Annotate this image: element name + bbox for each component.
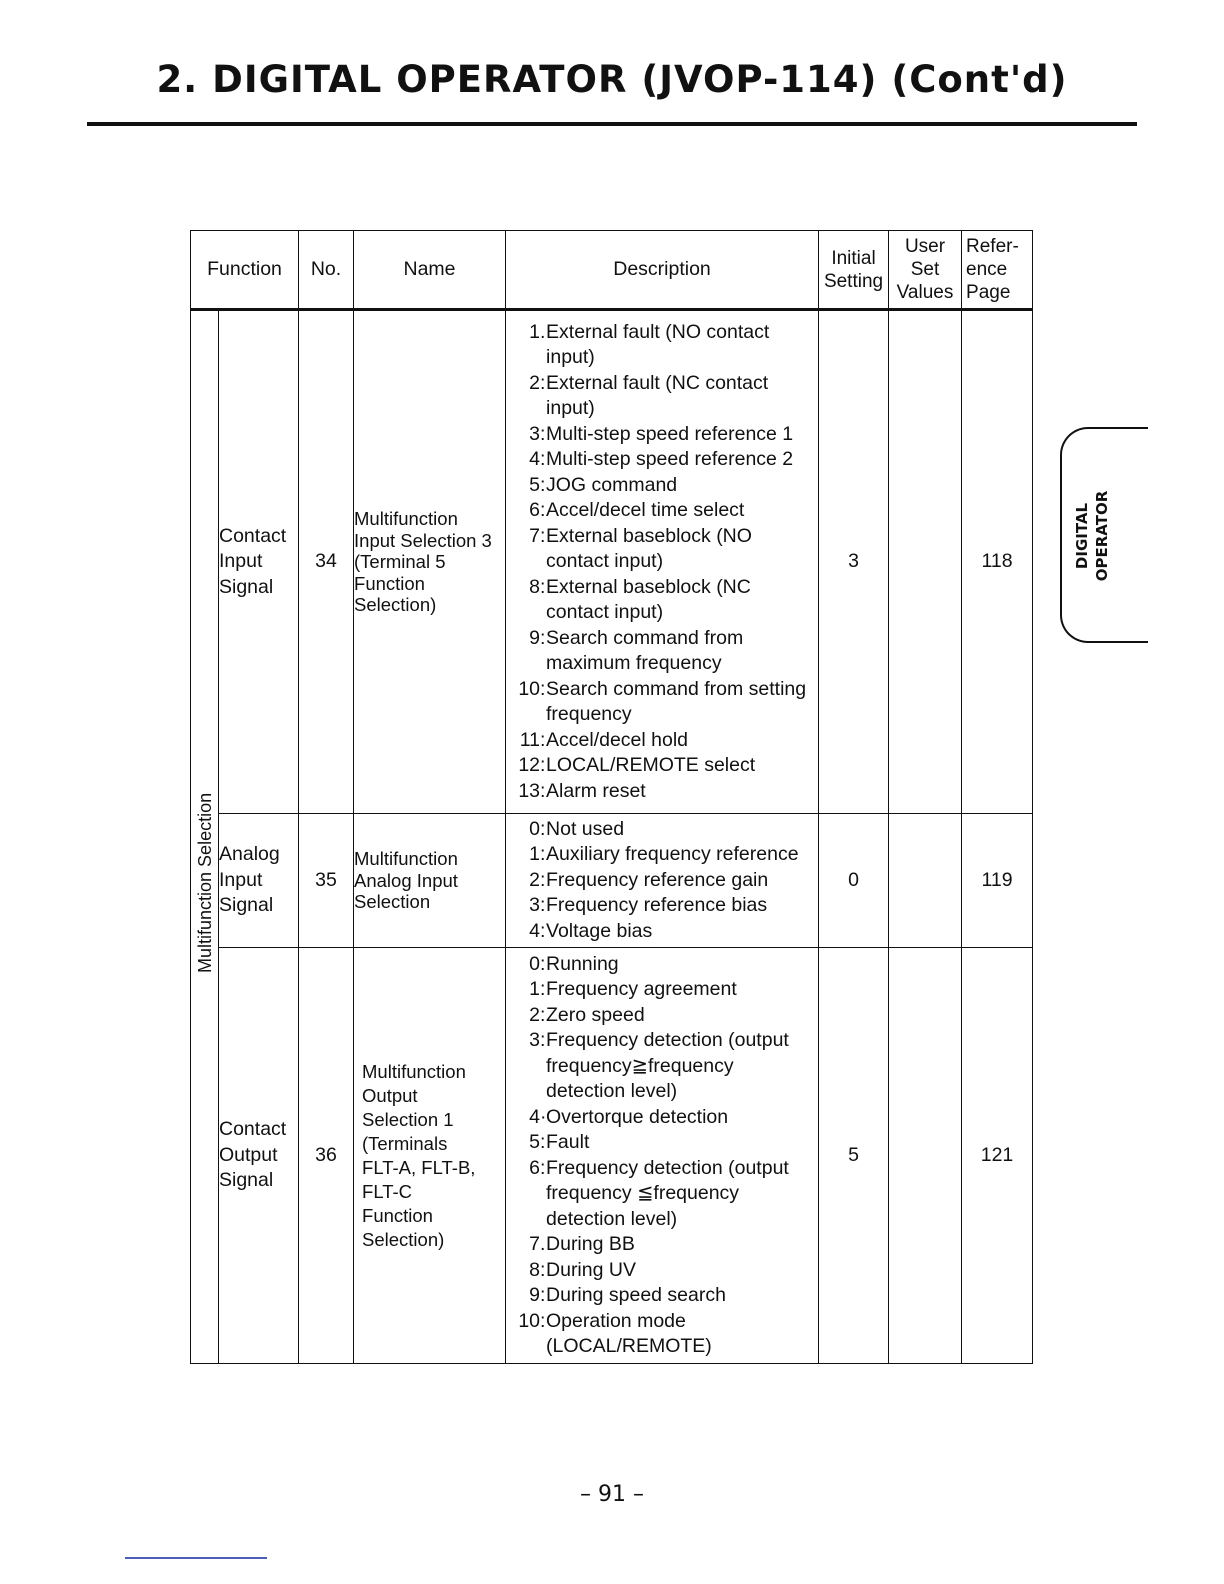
description-item bbox=[506, 753, 818, 779]
option-separator: : bbox=[540, 1156, 546, 1179]
name-line: Function bbox=[362, 1204, 433, 1226]
name-line: Output bbox=[362, 1084, 418, 1106]
section-tab-line: OPERATOR bbox=[1093, 490, 1111, 582]
description-cell bbox=[506, 814, 819, 948]
header-ref-line1: Refer- bbox=[966, 236, 1019, 257]
option-separator: : bbox=[540, 1258, 546, 1281]
user-set-value[interactable] bbox=[889, 310, 962, 814]
name-line: Selection) bbox=[354, 594, 437, 616]
option-separator: : bbox=[540, 371, 546, 394]
header-user-line1: User bbox=[904, 236, 946, 257]
header-user-line3: Values bbox=[896, 282, 954, 303]
header-initial-line1: Initial bbox=[831, 247, 876, 269]
option-code: 2 bbox=[529, 371, 541, 394]
description-item bbox=[506, 422, 818, 448]
option-text: External fault (NC contact input) bbox=[546, 371, 769, 420]
table-row bbox=[191, 310, 1033, 814]
option-separator: : bbox=[540, 868, 546, 891]
option-separator: . bbox=[540, 320, 546, 343]
group-label: Multifunction Selection bbox=[195, 792, 215, 973]
option-code: 4 bbox=[529, 448, 541, 471]
option-text: External baseblock (NC contact input) bbox=[546, 575, 751, 624]
function-cell bbox=[219, 310, 299, 814]
name-line: Input Selection 3 bbox=[354, 529, 492, 551]
option-code: 6 bbox=[529, 499, 541, 522]
option-text: Frequency reference bias bbox=[546, 894, 768, 917]
header-initial-line2: Setting bbox=[823, 270, 884, 292]
parameter-table bbox=[190, 230, 1033, 1364]
option-code: 11 bbox=[519, 728, 541, 751]
header-function: Function bbox=[191, 231, 299, 310]
option-separator: : bbox=[540, 422, 546, 445]
header-name: Name bbox=[354, 231, 506, 310]
name-line: (Terminal 5 bbox=[354, 551, 446, 573]
description-item bbox=[506, 893, 818, 919]
description-item bbox=[506, 473, 818, 499]
option-separator: . bbox=[540, 1233, 546, 1255]
description-item bbox=[506, 371, 818, 422]
option-code: 7 bbox=[529, 1233, 541, 1255]
option-text: Overtorque detection bbox=[546, 1105, 729, 1128]
option-code: 4 bbox=[529, 919, 541, 942]
header-ref-line3: Page bbox=[966, 282, 1011, 303]
header-user-line2: Set bbox=[910, 259, 940, 280]
table-row bbox=[191, 814, 1033, 948]
option-separator: : bbox=[540, 524, 546, 547]
name-line: Multifunction bbox=[354, 508, 458, 530]
description-item bbox=[506, 919, 818, 945]
option-text: LOCAL/REMOTE select bbox=[546, 754, 756, 777]
description-item bbox=[506, 575, 818, 626]
function-line: Signal bbox=[219, 894, 274, 917]
description-item bbox=[506, 1003, 818, 1029]
description-item bbox=[506, 320, 818, 371]
option-separator: : bbox=[540, 978, 546, 1000]
description-item bbox=[506, 817, 818, 843]
option-text: Zero speed bbox=[546, 1003, 645, 1026]
option-text: Search command from setting frequency bbox=[546, 677, 807, 726]
option-separator: : bbox=[540, 894, 546, 917]
option-code: 2 bbox=[529, 1003, 541, 1026]
description-item bbox=[506, 1232, 818, 1258]
option-separator: : bbox=[540, 1284, 546, 1306]
option-text: Alarm reset bbox=[546, 779, 646, 802]
option-text: Frequency detection (output frequency ≦frequency detection level) bbox=[546, 1156, 789, 1230]
option-code: 8 bbox=[529, 1258, 541, 1281]
option-separator: : bbox=[540, 1029, 546, 1051]
option-separator: · bbox=[540, 1105, 547, 1128]
initial-setting: 0 bbox=[819, 814, 889, 948]
option-code: 1 bbox=[529, 320, 541, 343]
option-code: 1 bbox=[529, 843, 541, 866]
option-separator: : bbox=[540, 728, 546, 751]
user-set-value[interactable] bbox=[889, 948, 962, 1364]
option-separator: : bbox=[540, 677, 546, 700]
name-line: Multifunction bbox=[354, 848, 458, 870]
option-text: Auxiliary frequency reference bbox=[546, 843, 799, 866]
option-code: 7 bbox=[529, 524, 541, 547]
option-separator: : bbox=[540, 817, 546, 840]
name-line: Function bbox=[354, 572, 425, 594]
name-line: (Terminals bbox=[362, 1132, 448, 1154]
description-item bbox=[506, 1258, 818, 1284]
option-separator: : bbox=[540, 919, 546, 942]
description-item bbox=[506, 447, 818, 473]
option-text: Not used bbox=[546, 817, 625, 840]
reference-page: 118 bbox=[962, 310, 1033, 814]
option-text: JOG command bbox=[546, 473, 678, 496]
description-item bbox=[506, 626, 818, 677]
option-text: Frequency detection (output frequency≧frequency detection level) bbox=[546, 1029, 789, 1102]
footer-divider bbox=[125, 1557, 267, 1559]
option-text: External fault (NO contact input) bbox=[546, 320, 770, 369]
parameter-name bbox=[354, 948, 506, 1364]
option-separator: : bbox=[540, 1309, 546, 1332]
function-line: Signal bbox=[219, 1169, 274, 1192]
option-text: Running bbox=[546, 952, 619, 975]
function-line: Signal bbox=[219, 575, 274, 598]
option-separator: : bbox=[540, 952, 546, 975]
option-separator: : bbox=[540, 779, 546, 802]
option-code: 3 bbox=[529, 894, 541, 917]
function-cell bbox=[219, 948, 299, 1364]
name-line: FLT-A, FLT-B, bbox=[362, 1156, 476, 1178]
description-item bbox=[506, 1028, 818, 1105]
description-item bbox=[506, 977, 818, 1003]
option-code: 0 bbox=[529, 817, 541, 840]
option-text: Fault bbox=[546, 1131, 590, 1153]
description-item bbox=[506, 1130, 818, 1156]
description-item bbox=[506, 779, 818, 805]
function-cell bbox=[219, 814, 299, 948]
page-number: – 91 – bbox=[580, 1482, 644, 1507]
option-code: 10 bbox=[518, 1309, 541, 1332]
option-code: 4 bbox=[529, 1105, 541, 1128]
name-line: Selection bbox=[354, 891, 431, 913]
option-text: External baseblock (NO contact input) bbox=[546, 524, 752, 573]
description-item bbox=[506, 677, 818, 728]
option-separator: : bbox=[540, 1003, 546, 1026]
option-text: Voltage bias bbox=[546, 919, 653, 942]
parameter-number: 35 bbox=[299, 814, 354, 948]
page-title: 2. DIGITAL OPERATOR (JVOP-114) (Cont'd) bbox=[156, 58, 1068, 101]
table-header-row bbox=[191, 231, 1033, 310]
description-item bbox=[506, 728, 818, 754]
option-separator: : bbox=[540, 1131, 546, 1153]
description-item bbox=[506, 842, 818, 868]
description-item bbox=[506, 524, 818, 575]
name-line: FLT-C bbox=[362, 1180, 413, 1202]
option-code: 5 bbox=[529, 1131, 541, 1153]
option-code: 13 bbox=[518, 779, 541, 802]
initial-setting: 5 bbox=[819, 948, 889, 1364]
name-line: Selection) bbox=[362, 1228, 445, 1250]
name-line: Analog Input bbox=[354, 869, 458, 891]
section-tab-label bbox=[1072, 476, 1112, 596]
table-row bbox=[191, 948, 1033, 1364]
description-cell bbox=[506, 310, 819, 814]
description-item bbox=[506, 1105, 818, 1131]
parameter-name bbox=[354, 814, 506, 948]
option-code: 0 bbox=[529, 952, 541, 975]
function-line: Contact bbox=[219, 524, 287, 547]
option-separator: : bbox=[540, 473, 546, 496]
option-separator: : bbox=[540, 499, 546, 522]
name-line: Selection 1 bbox=[362, 1108, 454, 1130]
description-item bbox=[506, 1309, 818, 1360]
description-item bbox=[506, 1283, 818, 1309]
description-item bbox=[506, 952, 818, 978]
option-text: During speed search bbox=[546, 1284, 726, 1306]
option-code: 1 bbox=[529, 978, 541, 1000]
option-code: 5 bbox=[529, 473, 541, 496]
option-text: During UV bbox=[546, 1258, 636, 1281]
option-text: Frequency reference gain bbox=[546, 868, 769, 891]
option-text: During BB bbox=[546, 1233, 635, 1255]
function-line: Input bbox=[219, 550, 263, 573]
header-ref-line2: ence bbox=[966, 259, 1008, 280]
option-code: 10 bbox=[518, 677, 541, 700]
option-text: Multi-step speed reference 1 bbox=[546, 422, 794, 445]
option-separator: : bbox=[540, 448, 546, 471]
option-separator: : bbox=[540, 843, 546, 866]
section-tab-line: DIGITAL bbox=[1073, 502, 1091, 570]
option-code: 8 bbox=[529, 575, 541, 598]
header-description: Description bbox=[506, 231, 819, 310]
function-line: Analog bbox=[219, 843, 280, 866]
option-text: Accel/decel hold bbox=[546, 728, 689, 751]
reference-page: 119 bbox=[962, 814, 1033, 948]
user-set-value[interactable] bbox=[889, 814, 962, 948]
function-line: Output bbox=[219, 1143, 278, 1166]
option-code: 3 bbox=[529, 422, 541, 445]
option-code: 9 bbox=[529, 626, 541, 649]
option-separator: : bbox=[540, 626, 546, 649]
option-code: 2 bbox=[529, 868, 541, 891]
group-cell bbox=[191, 310, 219, 1364]
parameter-number: 36 bbox=[299, 948, 354, 1364]
option-code: 3 bbox=[529, 1029, 541, 1051]
initial-setting: 3 bbox=[819, 310, 889, 814]
option-code: 12 bbox=[518, 754, 541, 777]
header-user-set-values bbox=[889, 231, 962, 310]
option-text: Search command from maximum frequency bbox=[546, 626, 744, 675]
description-item bbox=[506, 1156, 818, 1233]
parameter-name bbox=[354, 310, 506, 814]
option-code: 6 bbox=[529, 1156, 541, 1179]
title-divider bbox=[87, 122, 1137, 126]
option-separator: : bbox=[540, 575, 546, 598]
function-line: Contact bbox=[219, 1118, 287, 1141]
description-item bbox=[506, 498, 818, 524]
parameter-number: 34 bbox=[299, 310, 354, 814]
header-reference-page bbox=[962, 231, 1033, 310]
option-text: Frequency agreement bbox=[546, 978, 737, 1000]
header-initial-setting bbox=[819, 231, 889, 310]
option-separator: : bbox=[540, 754, 546, 777]
option-text: Operation mode (LOCAL/REMOTE) bbox=[546, 1309, 712, 1357]
function-line: Input bbox=[219, 868, 263, 891]
description-cell bbox=[506, 948, 819, 1364]
reference-page: 121 bbox=[962, 948, 1033, 1364]
option-text: Multi-step speed reference 2 bbox=[546, 448, 794, 471]
option-text: Accel/decel time select bbox=[546, 499, 745, 522]
header-no: No. bbox=[299, 231, 354, 310]
name-line: Multifunction bbox=[362, 1060, 466, 1082]
description-item bbox=[506, 868, 818, 894]
option-code: 9 bbox=[529, 1284, 541, 1306]
